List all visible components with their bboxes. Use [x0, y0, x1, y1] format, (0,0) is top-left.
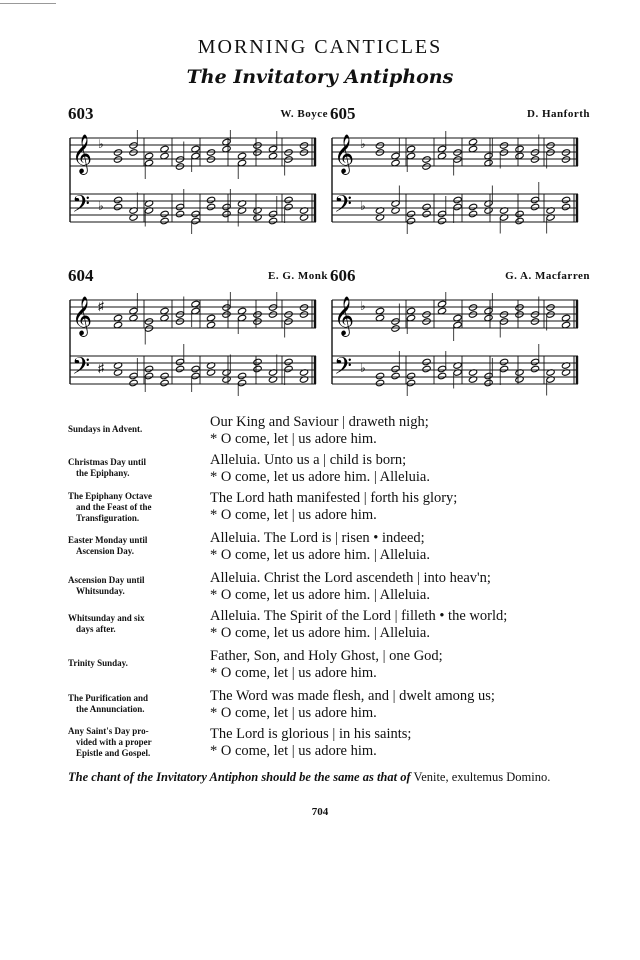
corner-rule: [0, 3, 56, 4]
svg-text:𝄞: 𝄞: [72, 134, 93, 174]
svg-text:𝄞: 𝄞: [334, 134, 355, 174]
occasion-label: The Purification and the Annunciation.: [68, 693, 149, 714]
music-score: [330, 130, 580, 234]
antiphon-text: Alleluia. Christ the Lord ascendeth | into heav'n; * O come, let us adore him. | Alleluia.: [210, 570, 491, 603]
antiphon-text: Our King and Saviour | draweth nigh; * O come, let | us adore him.: [210, 414, 429, 447]
svg-text:♭: ♭: [360, 137, 366, 151]
occasion-label: Whitsunday and six days after.: [68, 613, 145, 634]
svg-text:♭: ♭: [98, 199, 104, 213]
occasion-label: Sundays in Advent.: [68, 424, 143, 434]
footnote-italic: The chant of the Invitatory Antiphon should be the same as that of: [68, 770, 411, 784]
svg-text:𝄢: 𝄢: [72, 190, 91, 223]
hymn-605: [330, 104, 590, 234]
svg-text:𝄢: 𝄢: [334, 352, 353, 385]
occasion-label: Trinity Sunday.: [68, 658, 128, 668]
occasion-label: The Epiphany Octave and the Feast of the Transfiguration.: [68, 491, 153, 523]
antiphon-text: Alleluia. Unto us a | child is born; * O come, let us adore him. | Alleluia.: [210, 452, 430, 485]
antiphon-text: The Lord is glorious | in his saints; * O come, let | us adore him.: [210, 726, 412, 759]
hymn-number: 604: [68, 266, 94, 285]
hymn-composer: E. G. Monk: [267, 270, 328, 282]
svg-text:♭: ♭: [98, 137, 104, 151]
antiphon-text: The Word was made flesh, and | dwelt among us; * O come, let | us adore him.: [210, 688, 495, 721]
page-title: MORNING CANTICLES: [197, 36, 443, 58]
occasion-label: Any Saint's Day pro- vided with a proper Epistle and Gospel.: [68, 726, 152, 758]
svg-text:♭: ♭: [360, 199, 366, 213]
svg-text:𝄢: 𝄢: [334, 190, 353, 223]
page-subtitle: The Invitatory Antiphons: [186, 66, 454, 88]
occasion-label: Ascension Day until Whitsunday.: [68, 575, 145, 596]
svg-text:♯: ♯: [98, 299, 104, 313]
antiphon-text: Alleluia. The Spirit of the Lord | filleth • the world; * O come, let us adore him. | Alleluia.: [210, 608, 508, 641]
music-score: [68, 130, 318, 234]
hymn-number: 605: [330, 104, 356, 123]
hymn-number: 606: [330, 266, 356, 285]
footnote: [68, 770, 588, 785]
occasion-label: Easter Monday until Ascension Day.: [68, 535, 148, 556]
page-number: 704: [311, 806, 329, 818]
svg-text:♭: ♭: [360, 299, 366, 313]
hymn-603: [68, 104, 328, 234]
hymn-number: 603: [68, 104, 94, 123]
antiphon-text: Father, Son, and Holy Ghost, | one God; * O come, let | us adore him.: [210, 648, 443, 681]
occasion-label: Christmas Day until the Epiphany.: [68, 457, 147, 478]
svg-text:♭: ♭: [360, 361, 366, 375]
svg-text:♯: ♯: [98, 361, 104, 375]
antiphon-text: Alleluia. The Lord is | risen • indeed; * O come, let us adore him. | Alleluia.: [210, 530, 430, 563]
svg-text:𝄞: 𝄞: [334, 296, 355, 336]
hymn-composer: G. A. Macfarren: [505, 270, 590, 282]
hymn-604: [68, 266, 328, 396]
music-score: [68, 292, 318, 396]
svg-text:𝄢: 𝄢: [72, 352, 91, 385]
hymn-composer: W. Boyce: [280, 108, 328, 120]
hymn-606: [330, 266, 590, 396]
music-score: [330, 292, 580, 396]
antiphon-text: The Lord hath manifested | forth his glory; * O come, let | us adore him.: [210, 490, 458, 523]
svg-text:𝄞: 𝄞: [72, 296, 93, 336]
hymn-composer: D. Hanforth: [527, 108, 590, 120]
footnote-roman: Venite, exultemus Domino.: [413, 770, 551, 784]
